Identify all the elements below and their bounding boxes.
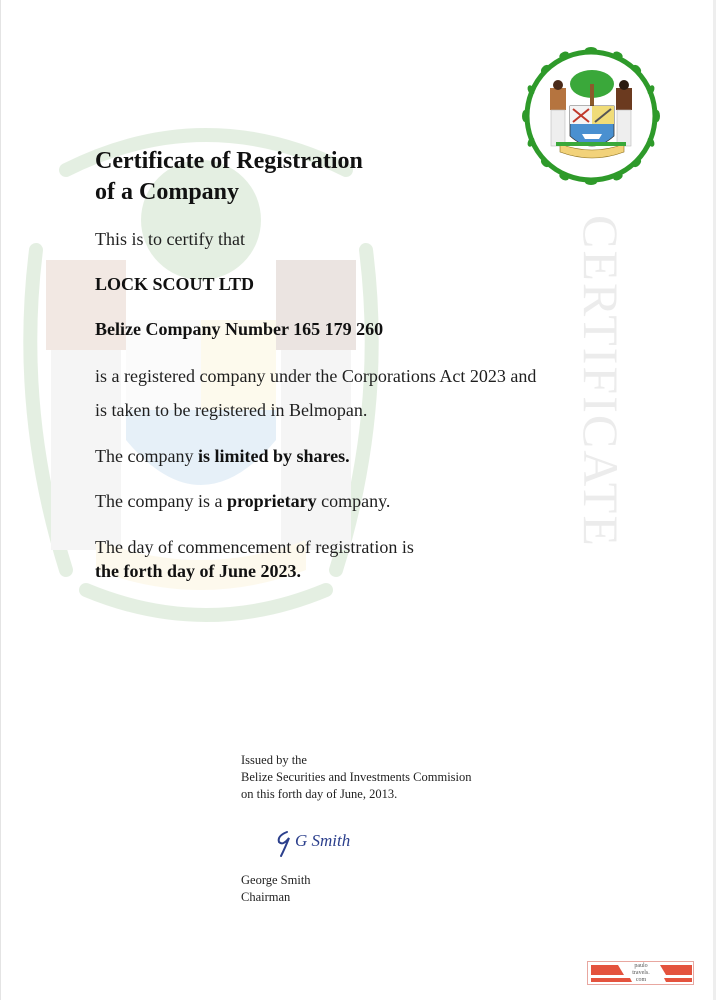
issuer-line-3: on this forth day of June, 2013. bbox=[241, 787, 398, 801]
signer-name: George Smith bbox=[241, 873, 311, 887]
certify-intro: This is to certify that bbox=[95, 229, 245, 249]
certificate-title bbox=[95, 146, 363, 208]
registration-line-2: is taken to be registered in Belmopan. bbox=[95, 400, 368, 420]
issuer-line-1: Issued by the bbox=[241, 753, 307, 767]
registration-line-1: is a registered company under the Corporations Act 2023 and bbox=[95, 366, 537, 386]
limited-statement bbox=[95, 446, 350, 467]
paulo-travels-watermark-badge bbox=[587, 961, 694, 985]
limited-bold: is limited by shares. bbox=[197, 446, 350, 466]
signer-block bbox=[241, 872, 311, 906]
company-type-statement bbox=[95, 491, 390, 512]
svg-text:G Smith: G Smith bbox=[295, 831, 351, 850]
title-line-1: Certificate of Registration bbox=[95, 148, 363, 174]
badge-line-2: travels. bbox=[632, 970, 650, 976]
belize-coat-of-arms-seal-icon bbox=[520, 44, 662, 188]
badge-line-3: com bbox=[635, 977, 647, 983]
badge-line-1: paulo bbox=[634, 963, 648, 969]
type-suffix: company. bbox=[316, 491, 391, 511]
signature-icon bbox=[273, 826, 359, 858]
signer-title: Chairman bbox=[241, 890, 291, 904]
type-prefix: The company is a bbox=[95, 491, 227, 511]
vertical-certificate-watermark: CERTIFICATE bbox=[573, 215, 629, 548]
issuer-block bbox=[241, 752, 472, 803]
issuer-line-2: Belize Securities and Investments Commision bbox=[241, 770, 472, 784]
commencement-date: the forth day of June 2023. bbox=[95, 561, 301, 581]
company-number: Belize Company Number 165 179 260 bbox=[95, 319, 384, 339]
badge-text bbox=[612, 963, 670, 984]
type-bold: proprietary bbox=[226, 491, 317, 511]
company-name: LOCK SCOUT LTD bbox=[95, 274, 255, 294]
limited-prefix: The company bbox=[95, 446, 198, 466]
title-line-2: of a Company bbox=[95, 179, 240, 205]
commencement-line: The day of commencement of registration is bbox=[95, 537, 414, 557]
